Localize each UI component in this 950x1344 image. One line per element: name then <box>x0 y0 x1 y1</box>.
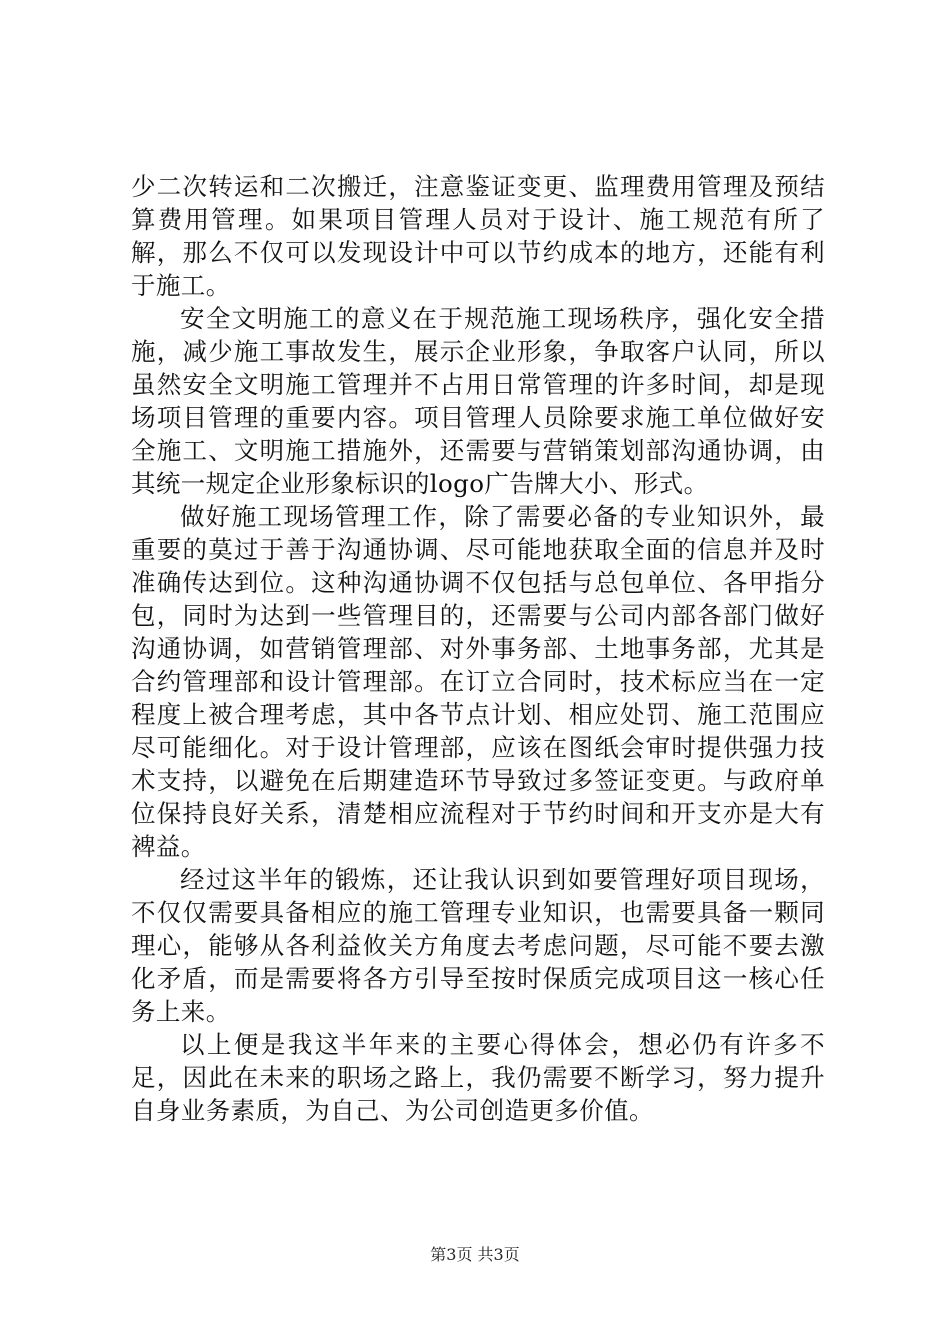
paragraph-conclusion: 以上便是我这半年来的主要心得体会，想必仍有许多不足，因此在未来的职场之路上，我仍需要不断学习，努力提升自身业务素质，为自己、为公司创造更多价值。 <box>131 1030 825 1125</box>
paragraph-communication: 做好施工现场管理工作，除了需要必备的专业知识外，最重要的莫过于善于沟通协调、尽可能地获取全面的信息并及时准确传达到位。这种沟通协调不仅包括与总包单位、各甲指分包，同时为达到一些管理目的，还需要与公司内部各部门做好沟通协调，如营销管理部、对外事务部、土地事务部，尤其是合约管理部和设计管理部。在订立合同时，技术标应当在一定程度上被合理考虑，其中各节点计划、相应处罚、施工范围应尽可能细化。对于设计管理部，应该在图纸会审时提供强力技术支持，以避免在后期建造环节导致过多签证变更。与政府单位保持良好关系，清楚相应流程对于节约时间和开支亦是大有裨益。 <box>131 502 825 861</box>
paragraph-empathy: 经过这半年的锻炼，还让我认识到如要管理好项目现场，不仅仅需要具备相应的施工管理专业知识，也需要具备一颗同理心，能够从各利益攸关方角度去考虑问题，尽可能不要去激化矛盾，而是需要将各方引导至按时保质完成项目这一核心任务上来。 <box>131 865 825 1026</box>
paragraph-continued: 少二次转运和二次搬迁，注意鉴证变更、监理费用管理及预结算费用管理。如果项目管理人员对于设计、施工规范有所了解，那么不仅可以发现设计中可以节约成本的地方，还能有利于施工。 <box>131 172 825 300</box>
page-number-footer: 第3页 共3页 <box>430 1245 520 1264</box>
paragraph-safety: 安全文明施工的意义在于规范施工现场秩序，强化安全措施，减少施工事故发生，展示企业形象，争取客户认同，所以虽然安全文明施工管理并不占用日常管理的许多时间，却是现场项目管理的重要内容。项目管理人员除要求施工单位做好安全施工、文明施工措施外，还需要与营销策划部沟通协调，由其统一规定企业形象标识的logo广告牌大小、形式。 <box>131 304 825 498</box>
document-body <box>131 170 825 1127</box>
